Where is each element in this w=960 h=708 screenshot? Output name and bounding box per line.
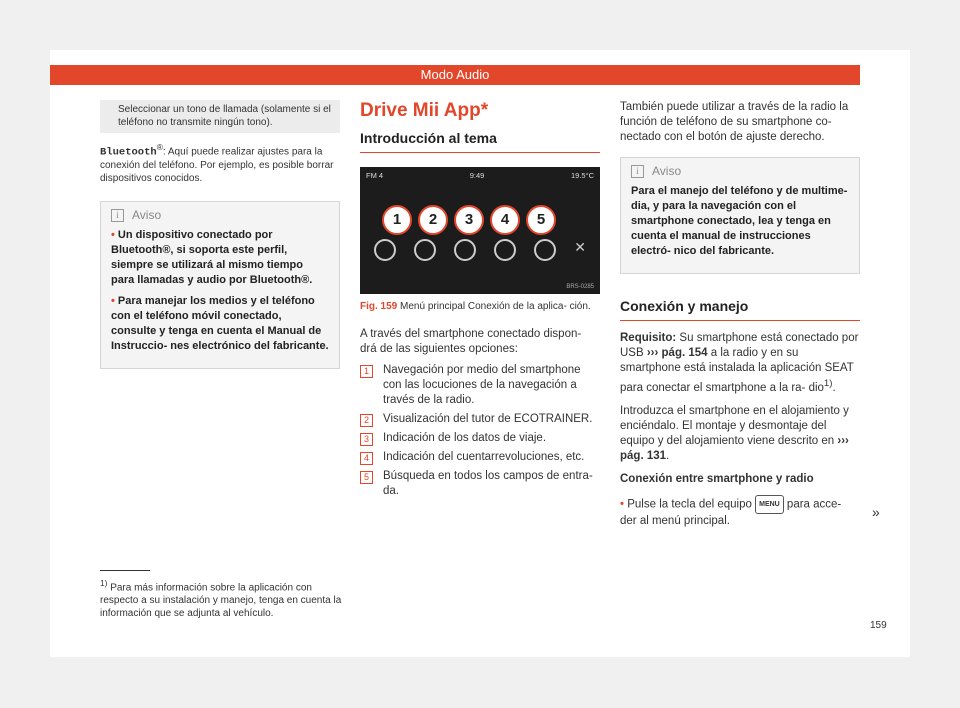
notice-item-text: Un dispositivo conectado por Bluetooth®, si soporta este perfil, siempre se utilizará al mismo tiempo para llamadas y audio por Bluetooth®. xyxy=(111,229,313,287)
radio-phone-paragraph: También puede utilizar a través de la radio la función de teléfono de su smartphone co- nectado con el botón de ajuste derecho. xyxy=(620,101,849,143)
page-number: 159 xyxy=(870,620,887,631)
item-number: 5 xyxy=(360,471,373,484)
notice-text: Para el manejo del teléfono y de multime- dia, y para la navegación con el smartphone conectado, lea y tenga en cuenta el manual de instrucciones electró- nico del fabricante. xyxy=(631,185,848,257)
callout-2: 2 xyxy=(418,205,448,235)
footnote-rule xyxy=(100,570,150,571)
mounting-end: . xyxy=(666,449,670,462)
list-item xyxy=(360,412,600,427)
figure-code: BRS-0285 xyxy=(566,284,594,290)
option-list xyxy=(360,363,600,499)
column-middle xyxy=(360,100,600,503)
bullet-icon: • xyxy=(620,498,628,511)
notice-box xyxy=(100,201,340,369)
list-item xyxy=(360,450,600,465)
mounting-paragraph xyxy=(620,404,860,464)
close-icon: ✕ xyxy=(574,239,586,255)
callout-group xyxy=(382,205,562,235)
menu-key-icon: MENU xyxy=(755,495,784,514)
screen-icon-row xyxy=(374,239,586,261)
callout-1: 1 xyxy=(382,205,412,235)
list-item xyxy=(360,363,600,408)
bullet-icon: • xyxy=(111,295,118,308)
notice-box xyxy=(620,157,860,274)
info-icon: i xyxy=(111,209,124,222)
item-text: Visualización del tutor de ECOTRAINER. xyxy=(383,413,593,425)
step-text: para acce- der al menú principal. xyxy=(620,498,842,527)
bullet-icon: • xyxy=(111,229,118,242)
item-text: Indicación de los datos de viaje. xyxy=(383,432,547,444)
item-text: Navegación por medio del smartphone con las locuciones de la navegación a través de la radio. xyxy=(383,364,581,406)
radio-screen-figure xyxy=(360,167,600,294)
item-number: 1 xyxy=(360,365,373,378)
continue-marker: » xyxy=(872,504,880,520)
temperature: 19.5°C xyxy=(570,171,594,180)
item-text: Búsqueda en todos los campos de entra- da. xyxy=(383,470,593,497)
item-number: 3 xyxy=(360,433,373,446)
footnote-text: Para más información sobre la aplicación con respecto a su instalación y manejo, tenga en cuenta la información que se adjunta al vehículo. xyxy=(100,582,342,620)
column-left xyxy=(100,100,340,369)
list-item xyxy=(360,431,600,446)
page-reference-link[interactable]: ››› pág. 131 xyxy=(620,434,849,462)
item-number: 4 xyxy=(360,452,373,465)
notice-item-text: Para manejar los medios y el teléfono con el teléfono móvil conectado, consulte y tenga en cuenta el Manual de Instruccio- nes electrónico del fabricante. xyxy=(111,295,329,353)
footnote xyxy=(100,577,345,620)
notice-item xyxy=(111,294,329,354)
subsection-title: Conexión entre smartphone y radio xyxy=(620,472,814,485)
notice-title: Aviso xyxy=(652,164,682,178)
item-text: Indicación del cuentarrevoluciones, etc. xyxy=(383,451,585,463)
notice-title: Aviso xyxy=(132,208,162,223)
callout-3: 3 xyxy=(454,205,484,235)
notice-header xyxy=(621,158,859,184)
figure-label: Fig. 159 xyxy=(360,301,398,312)
station-label: FM 4 xyxy=(366,171,384,180)
page-reference-link[interactable]: ››› pág. 154 xyxy=(646,347,708,359)
footnote-mark: 1) xyxy=(100,578,108,588)
info-icon: i xyxy=(631,165,644,178)
step-paragraph xyxy=(620,495,860,529)
bluetooth-description xyxy=(100,137,340,185)
figure-caption xyxy=(360,300,600,313)
requirement-end: . xyxy=(832,381,836,394)
page-header: Modo Audio xyxy=(50,65,860,85)
clock: 9:49 xyxy=(469,171,485,180)
section-subtitle: Introducción al tema xyxy=(360,130,600,153)
caption-text: Menú principal Conexión de la aplica- ción. xyxy=(400,301,591,312)
car-icon xyxy=(454,239,476,261)
step-text: Pulse la tecla del equipo xyxy=(627,498,756,511)
requirement-text: Su smartphone está conectado por USB xyxy=(620,332,859,359)
column-right xyxy=(620,100,860,537)
requirement-label: Requisito: xyxy=(620,332,677,344)
flag-icon xyxy=(374,239,396,261)
registered-mark: ® xyxy=(156,142,163,152)
notice-item xyxy=(111,228,329,288)
notice-body xyxy=(621,184,859,273)
item-number: 2 xyxy=(360,414,373,427)
callout-4: 4 xyxy=(490,205,520,235)
notice-header xyxy=(101,202,339,228)
requirement-text: a la radio y en su smartphone está instalada la aplicación SEAT para conectar el smartphone a la ra- dio xyxy=(620,347,854,394)
list-item xyxy=(360,469,600,499)
intro-paragraph: A través del smartphone conectado dispon- drá de las siguientes opciones: xyxy=(360,328,582,355)
notice-body xyxy=(101,228,339,368)
footnote-ref: 1) xyxy=(823,378,833,389)
screen-status-bar xyxy=(366,171,594,183)
callout-5: 5 xyxy=(526,205,556,235)
section-title: Drive Mii App* xyxy=(360,100,489,121)
ecotrainer-icon xyxy=(414,239,436,261)
gauge-icon xyxy=(494,239,516,261)
search-icon xyxy=(534,239,556,261)
bluetooth-term: Bluetooth xyxy=(100,146,157,159)
requirement-paragraph xyxy=(620,331,860,396)
ringtone-description: Seleccionar un tono de llamada (solamente si el teléfono no transmite ningún tono). xyxy=(100,100,340,133)
bluetooth-text: : Aquí puede realizar ajustes para la conexión del teléfono. Por ejemplo, es posible borrar dispositivos conocidos. xyxy=(100,146,334,185)
mounting-text: Introduzca el smartphone en el alojamiento y enciéndalo. El montaje y desmontaje del equipo y del alojamiento viene descrito en xyxy=(620,404,849,447)
section-title: Conexión y manejo xyxy=(620,298,860,321)
